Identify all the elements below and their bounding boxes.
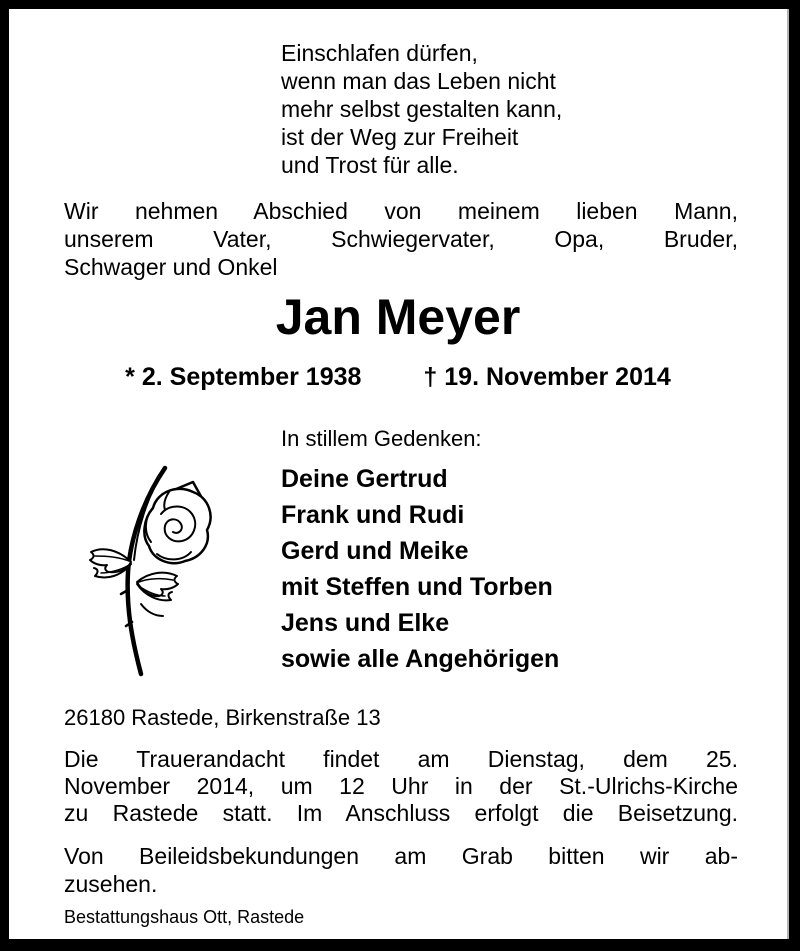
intro-line: Schwager und Onkel xyxy=(64,254,278,280)
rose-leaves-left xyxy=(90,549,131,577)
remembrance-label: In stillem Gedenken: xyxy=(281,426,482,451)
birth-date: * 2. September 1938 xyxy=(125,363,362,391)
service-line: Die Trauerandacht findet am Dienstag, dem 25. xyxy=(64,746,738,772)
poem-line: wenn man das Leben nicht xyxy=(281,68,556,94)
service-details xyxy=(64,746,738,827)
rose-illustration-icon xyxy=(81,464,231,679)
service-line: November 2014, um 12 Uhr in der St.-Ulrichs-Kirche xyxy=(64,773,738,799)
service-line: zu Rastede statt. Im Anschluss erfolgt die Beisetzung. xyxy=(64,800,738,826)
mourner-line: mit Steffen und Torben xyxy=(281,573,553,601)
rose-blossom xyxy=(144,482,210,563)
condolence-line: zusehen. xyxy=(64,871,158,897)
mourner-line: Deine Gertrud xyxy=(281,465,448,493)
life-dates xyxy=(9,361,787,394)
address-line: 26180 Rastede, Birkenstraße 13 xyxy=(64,705,381,730)
poem-line: und Trost für alle. xyxy=(281,152,459,178)
poem xyxy=(281,39,741,179)
mourners-list xyxy=(281,461,559,677)
obituary-page xyxy=(9,9,789,939)
poem-line: ist der Weg zur Freiheit xyxy=(281,124,519,150)
mourner-line: sowie alle Angehörigen xyxy=(281,645,560,673)
intro-line: unserem Vater, Schwiegervater, Opa, Bruder, xyxy=(64,226,738,252)
funeral-home-credit: Bestattungshaus Ott, Rastede xyxy=(64,907,305,927)
mourner-line: Frank und Rudi xyxy=(281,501,465,529)
farewell-intro xyxy=(64,197,738,281)
deceased-name: Jan Meyer xyxy=(275,289,521,345)
poem-line: mehr selbst gestalten kann, xyxy=(281,96,563,122)
poem-line: Einschlafen dürfen, xyxy=(281,40,478,66)
mourner-line: Gerd und Meike xyxy=(281,537,469,565)
condolence-note xyxy=(64,842,738,898)
rose-leaves-lower xyxy=(137,573,178,616)
death-date: † 19. November 2014 xyxy=(423,363,671,391)
condolence-line: Von Beileidsbekundungen am Grab bitten wir ab- xyxy=(64,843,738,869)
mourner-line: Jens und Elke xyxy=(281,609,450,637)
intro-line: Wir nehmen Abschied von meinem lieben Mann, xyxy=(64,198,738,224)
